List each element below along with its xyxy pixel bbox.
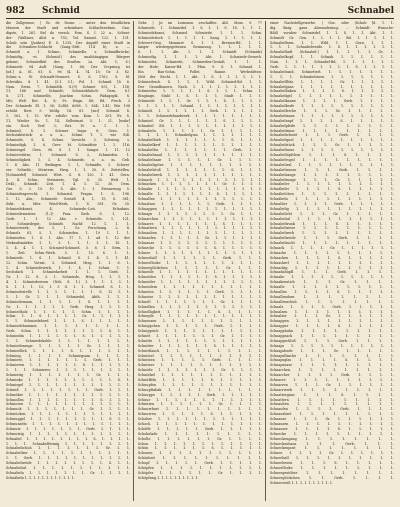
text-line: Gerb. Schm. 1. 1. 1. 1. 1. 1. 1. 1. S. 1. 1. bbox=[6, 329, 130, 334]
text-line: Schmuck 1. 1. 1. 1. 1. 1. 1. Gr. 1. 1. 1. 1. bbox=[6, 407, 130, 412]
text-line: S. 271. Schmiedle, Joachim Schm. Pädagogik. S. bbox=[6, 94, 130, 99]
text-line: Schnabelhaft (Schnabel.) 1. 1. 1. 1. 1. Gr. 1. bbox=[270, 50, 394, 55]
text-line: Schnabelzucht 1. 1. 1. 1. 1. 1. 1. 1. 1. bbox=[270, 241, 394, 246]
text-line: Schnabelzunge 1. 1. 1. Gr. 1. 1. 1. 1. 1. bbox=[270, 177, 394, 182]
text-line: Schmieren 1. 1. 1. 1. 1. 1. S. 1. 1. 1. 1. 1. bbox=[6, 363, 130, 368]
text-line: Schmidt Gr. Gen. 1. 1. 1. 1. Bd. 1. 1. 1. 1. 1. bbox=[270, 35, 394, 40]
text-line: Schnarchen 1. 1. 1. 1. 1. 1. 1. 1. 1. 1. 1. 1. bbox=[138, 216, 262, 221]
text-line: Schnauze 1. 1. 1. 1. 1. 1. 1. 1. 1. 1. 1. 1. bbox=[138, 241, 262, 246]
text-line: Schnauben 1. 1. 1. 1. 1. 1. 1. 1. 1. bbox=[270, 402, 394, 407]
text-line: Schmied. Gr. 1. 1. 1. 1. 1. 1. S. 1. 1. 1. 1. bbox=[138, 118, 262, 123]
text-line: Schnabelicht 1. 1. 1. Gr. 1. 1. 1. 1. 1. bbox=[270, 211, 394, 216]
text-line: Schnaufen 1. 1. 1. 1. 1. Gr. 1. 1. 1. 1. 1. 1. bbox=[138, 236, 262, 241]
text-line: Scholle 1. 1. 1. 1. 1. 1. Gr. 1. 1. 1. 1. bbox=[138, 436, 262, 441]
text-line: Schmiedemann, 1. 1. 1. 1. 1. S. 1. 1. 1. 1. bbox=[6, 299, 130, 304]
text-line: Schokolade 1. 1. 1. 1. 1. 1. 1. 1. 1. 1. bbox=[138, 431, 262, 436]
text-line: Schnappen 1. 1. 1. 1. 1. 1. 1. 1. 1. 1. bbox=[270, 319, 394, 324]
text-line: Schneide 1. 1. 1. 1. 1. 1. 1. 1. 1. 1. 1. 1. bbox=[138, 270, 262, 275]
text-line: die Zollgrenze, | Gr. de Nome .. unter den feindlichen bbox=[6, 21, 130, 25]
text-line: Schnacken 1. 1. 1. 1. S. 1. 1. 1. 1. 1. bbox=[270, 255, 394, 260]
text-line: 1. 4. 4. 1. 1. Schmied-Schmied. 5. 8. 1. Gern. 1. bbox=[6, 245, 130, 250]
text-line: Schmidt. 1. 1. 1. 1. 1. 1. Gerb. 1. 1. 1. 1. 1. bbox=[138, 109, 262, 114]
text-line: 1. 1. Gr. 1. 1. 1. Schmiedel, Abth. 1. 1. 1. bbox=[6, 294, 130, 299]
text-line: Schneiden 1. 1. 1. 1. 1. 1. S. 1. 1. 1. 1. 1. bbox=[138, 275, 262, 280]
text-line: 11, Wieder Ss. 1. 14, Selbstmat. 5. 1. 21, [wahr] bbox=[6, 118, 130, 123]
text-line: Schnack 1. 1. 1. 1. 1. 1. 1. 1. 1. 1. 1. 1. 1. bbox=[138, 177, 262, 182]
text-line: Schnupfen 1. 1. 1. 1. 1. 1. 1. 1. 1. 1. 1. bbox=[138, 382, 262, 387]
text-line: Schneeflocke 1. 1. 1. 1. 1. 1. 1. 1. 1. bbox=[270, 466, 394, 471]
text-line: Schmiergel. Gern. 96. S. 1. 1. Sangst. 1. 11. 12 bbox=[6, 148, 130, 153]
text-line: Schnabler 1. 1. 1. 1. Gerb. 1. 1. 1. 1. 1. bbox=[270, 201, 394, 206]
text-line: Schneegestöber 1. 1. 1. 1. 1. 1. 1. 1. bbox=[270, 470, 394, 475]
text-line: Schnäbeln 1. 1. 1. 1. 1. 1. 1. 1. 1. 1. bbox=[270, 197, 394, 202]
text-line: Schnauzer 1. 1. 1. 1. S. 1. 1. 1. 1. 1. bbox=[270, 426, 394, 431]
text-line: Schnabeln 1. 1. 1. 1. 1. 1. 1. Gr. 1. 1. 1. 1. bbox=[6, 470, 130, 475]
text-line: Schmiedemeister. (1,3) Fasz. Gerb. S. 1, 12. bbox=[6, 211, 130, 216]
text-line: Schnabelkerf 1. 1. 1. 1. 1. 1. 1. 1. 1. 1. 1. bbox=[138, 143, 262, 148]
text-line: 1. 4 Abs. 11 Bedingen. 1. 1, Schmidts. 3. Schwei- bbox=[6, 162, 130, 167]
text-line: Schmiede 1. 1. 1. Gr. 1. 1. 1. S. 1. 1. 1. 1. bbox=[138, 99, 262, 104]
text-line: Schnecke 1. 1. 1. 1. 1. 1. 1. 1. 1. 1. bbox=[270, 431, 394, 436]
text-line: erhöht Bert. 9. Wolfg. 18. 81. [zur] Schmid. S. bbox=[6, 109, 130, 114]
text-line: Schmollen 1. 1. 1. 1. 1. 1. 1. 1. S. 1. 1. 1. bbox=[6, 397, 130, 402]
text-line: Schnabeltrunk 1. 1. 1. S. 1. 1. 1. 1. 1. bbox=[270, 221, 394, 226]
text-line: die Schwaben-Schlacht (Sang.-Mitt. 114 b), u. — bbox=[6, 45, 130, 50]
text-line: 12. Schm. Vorrat, 3. Schmied, Hrsg. 1. 1. 6. 1. bbox=[6, 260, 130, 265]
text-line: Schnapsglas 1. 1. 1. 1. S. 1. 1. 1. 1. bbox=[270, 358, 394, 363]
text-line: Schnabeln. 1. 1. 1. 1. 1. Gr. 1. 1. 1. 1. 1. bbox=[138, 128, 262, 133]
text-line: Schnöde 1. 1. 1. 1. 1. 1. 1. Gr. 1. 1. 1. 1. bbox=[138, 368, 262, 373]
text-line: Schnittlauch 1. 1. 1. 1. 1. 1. 1. 1. 1. 1. bbox=[138, 348, 262, 353]
text-line: Schmiedekunst. 4. Schmiede.-Leit. Erlaubnis. bbox=[6, 206, 130, 211]
text-line: Schnake 1. 1. 1. 1. 1. 1. 1. 1. 1. 1. 1. bbox=[270, 275, 394, 280]
text-line: Ein Bau-Schm. Pollet. Ranne. Werkstätten: bbox=[138, 69, 262, 74]
text-line: Schonen 1. 1. 1. 1. 1. 1. 1. 1. 1. 1. 1. bbox=[138, 451, 262, 456]
text-line: Schmi.-s. W. Schmidt-Neunert. S. 8. 176); S. 81 bbox=[6, 74, 130, 79]
text-line: Schnalz 1. 1. 1. 1. Gerb. 1. 1. 1. 1. 1. bbox=[270, 304, 394, 309]
text-line: Schnitte 1. 1. 1. 1. 1. 1. 1. 1. 1. 1. 1. 1. bbox=[138, 338, 262, 343]
text-line: Dekl.; Schmidt. Zeit. 1. 4. 1. 12. 30. Dem. bbox=[6, 182, 130, 187]
header-rule bbox=[6, 18, 394, 19]
text-line: Schwert-Orig. Mommer S. 1. 1. Bremen-Bd. 1. 1. bbox=[138, 40, 262, 45]
text-line: Gebr. | Jn im Leinenen erschaffen Ald. Mom. 9. 77 bbox=[138, 21, 262, 25]
text-line: Sekt. u. Mitz. Wind-Werk, 1. S. 381. Gr. 30. bbox=[6, 201, 130, 206]
text-line: Schnack 1. 1. 1. 1. Gr. 1. 1. 1. 1. 1. 1. bbox=[270, 245, 394, 250]
text-line: gebaut; Schmiedhüt des Straßen 2a. Abt. 1; S.( bbox=[6, 60, 130, 65]
text-line: Schnecke 1. 1. 1. 1. 1. 1. S. 1. 1. 1. 1. 1. bbox=[138, 245, 262, 250]
text-line: Schnurrbart 1. 1. 1. 1. 1. 1. 1. 1. 1. 1. bbox=[138, 407, 262, 412]
text-line: Schöpfung 1. 1. 1. 1. 1. 1. 1. 1. 1. 1. bbox=[138, 475, 199, 480]
text-line: Schnabelgans 1. 1. 1. 1. 1. 1. 1. 1. 1. 1. bbox=[270, 84, 394, 89]
text-line: Schnallenschuh 1. 1. 1. 1. 1. 1. 1. 1. bbox=[270, 299, 394, 304]
text-line: Schnabelschnitt 1. 1. 1. Gerb. 1. 1. 1. 1. bbox=[270, 133, 394, 138]
text-line: Schnabeligel 1. 1. 1. 1. 1. 1. 1. 1. 1. 1. bbox=[270, 94, 394, 99]
text-line: Schopf 1. 1. 1. 1. 1. Gerb. 1. 1. 1. 1. 1. bbox=[138, 461, 262, 466]
text-line: Gerb. 1. 1. 1. 1. 1. 1. 1. 1. S. 1. 1. 1. 1. bbox=[270, 65, 394, 70]
column-2 bbox=[138, 21, 266, 501]
text-line: Schnabelrinne 1. 1. 1. 1. 1. 1. 1. 1. 1. bbox=[270, 128, 394, 133]
text-line: Schmöker 1. 1. 1. 1. 1. 1. 1. 1. 1. 1. 1. 1. bbox=[6, 392, 130, 397]
page-number: 982 bbox=[6, 6, 25, 16]
text-line: Schnaufen 1. 1. 1. 1. Gerb. 1. 1. 1. 1. bbox=[270, 407, 394, 412]
text-line: Schnäbeln 1. 1. 1. 1. 1. 1. 1. 1. 1. 1. 1. 1. bbox=[6, 475, 75, 480]
text-line: Schnabelrand. Schmetterl. 1. 1. 1. 1. 1. 1. 1. bbox=[270, 69, 394, 74]
text-line: Schneeflocke 1. 1. 1. 1. 1. 1. 1. 1. 1. 1. 1. bbox=[138, 260, 262, 265]
text-line: Schnake 1. 1. 1. 1. 1. 1. 1. 1. 1. 1. 1. 1. 1. bbox=[138, 187, 262, 192]
text-line: Schmiedin 1. 1. 1. 1. 1. 1. S. 1. 1. 1. 1. 1. bbox=[6, 334, 130, 338]
text-line: Schnabelmaus 1. 1. 1. 1. 1. 1. 1. 1. 1. 1. bbox=[270, 113, 394, 118]
text-line: Schnabelweide 1. 1. 1. 1. 1. 1. 1. 1. S. 1. 1. bbox=[6, 461, 130, 466]
text-line: Schmuggel 1. 1. 1. 1. 1. 1. 1. 1. 1. S. 1. 1. bbox=[6, 417, 130, 422]
text-line: Schnabelkanne 1. 1. 1. 1. Gerb. 1. 1. 1. 1. bbox=[270, 99, 394, 104]
text-line: Schnabelhaken 1. 1. 1. 1. S. 1. 1. 1. 1. 1. bbox=[270, 89, 394, 94]
text-line: [od.] A. 81. 61; S. 96 (4. 4. 74, 15; Gr. 3. 82. bbox=[6, 69, 130, 74]
text-line: Schnabelvogel 1. 1. 1. 1. 1. 1. 1. 1. 1. bbox=[270, 157, 394, 162]
text-line: Schmücken 1. 1. 1. 1. 1. 1. 1. 1. 1. 1. 1. 1. bbox=[6, 412, 130, 417]
text-line: Schnabel Ed. 1. 1. 1. 1. 1. 1. 1. 1. 1. 1. 1. bbox=[138, 123, 262, 128]
text-line: 1. Zeit. Schm.-Werk. 5. 1. 15. S. 1. 1. bbox=[6, 250, 130, 255]
text-line: langer wiedergegebenen Gesinnung. 1. 1. 1. 1. 1. bbox=[138, 45, 262, 50]
text-line: Schnabelspitze 1. 1. 1. 1. 1. 1. 1. 1. 1. 1. bbox=[138, 162, 262, 167]
text-line: Schnallendorn 1. 1. 1. 1. 1. 1. 1. 1. bbox=[270, 294, 394, 299]
text-line: Schneeglöckchen 1. 1. Gerb. 1. 1. 1. 1. bbox=[270, 475, 394, 480]
text-line: Schnee 1. 1. 1. 1. 1. 1. 1. 1. 1. 1. 1. 1. 1. bbox=[138, 250, 262, 255]
text-line: Schneeweiß 1. 1. 1. 1. 1. 1. 1. 1. 1. 1. bbox=[270, 480, 334, 485]
text-line: Sechstaktstück- u. u. a., Schmi. T. 1. wie Eiß. bbox=[6, 133, 130, 138]
text-line: Schmiedlich 1. 1. 1. 1. S. 1. 1. 1. 1. 1. 1. bbox=[6, 348, 130, 353]
text-line: Schmiede. 1. S. 1. Schmid. S. 1. 4. 1. 1. 41. bbox=[6, 255, 130, 260]
text-line: 4. 1. Schmiedeeisen (Ndr. S. 1.) 1. 1. 1. 1. 3. 1. bbox=[6, 280, 130, 285]
text-line: Schnakenstich 1. 1. 1. Gr. 1. 1. 1. 1. bbox=[270, 280, 394, 285]
text-line: Schnabelzange 1. 1. 1. 1. 1. 1. 1. 1. 1. bbox=[270, 172, 394, 177]
header-right-catchword: Schnabel bbox=[347, 6, 394, 16]
text-line: Schmiede, S. 4. Schmi. Vorsicht. 3. Schwing. s. bbox=[6, 138, 130, 143]
text-line: Schon 1. 1. 1. 1. 1. 1. 1. 1. 1. 1. 1. 1. bbox=[138, 441, 262, 446]
text-line: Schnarcher 1. 1. 1. 1. Gerb. 1. 1. 1. 1. bbox=[270, 373, 394, 378]
text-line: Schnabeltöpfchen 1. 1. 1. S. 1. 1. 1. 1. bbox=[270, 153, 394, 158]
text-line: der- (Wallmer, Altd. n. 755; Tol. Samml. 122. 1. 131. bbox=[6, 35, 130, 40]
text-line: Schnippisch 1. 1. 1. 1. 1. 1. 1. 1. 1. 1. 1. bbox=[138, 329, 262, 334]
text-line: Schnauzbart 1. 1. 1. 1. 1. 1. 1. 1. 1. bbox=[270, 412, 394, 417]
text-line: Gr. 1. 12. S. 3. 1. Schmiede, Hrsg. 1. 1, 1. 1. bbox=[6, 275, 130, 280]
text-line: [Schmiedel] Schmied. Wört. G. 8. 120. 1. 41. Gern. bbox=[6, 172, 130, 177]
text-line: Schnaps 1. 1. 1. 1. 1. 1. 1. 1. 1. 1. 1. bbox=[270, 343, 394, 348]
text-line: Schönheit 1. 1. 1. 1. 1. 1. 1. 1. 1. 1. bbox=[138, 456, 262, 461]
text-line: 1. 162, 1. 13. Wie erhöht vom Kom. 1. 301; Er. S. bbox=[6, 113, 130, 118]
text-line: Schnell 1. 1. 1. 1. 1. 1. 1. Gr. 1. 1. 1. 1. bbox=[138, 299, 262, 304]
text-line: Schnalle 1. 1. 1. 1. 1. 1. 1. S. 1. 1. 1. 1. 1. bbox=[138, 192, 262, 197]
text-line: Schnäbeler 1. 1. 1. 1. 1. 1. 1. 1. 1. 1. bbox=[270, 182, 394, 187]
text-line: Schnabeltasse 1. 1. 1. 1. 1. 1. 1. 1. 1. 1. bbox=[270, 148, 394, 153]
text-line: Nam. Gerni. 7. Schmidtk. G.(9) Schmer 83), 1. 158; bbox=[6, 84, 130, 89]
text-line: Schöpfer 1. 1. 1. 1. 1. 1. Gr. 1. 1. 1. 1. bbox=[138, 470, 262, 475]
text-line: Schnapsbude 1. 1. 1. Gr. 1. 1. 1. 1. 1. bbox=[270, 348, 394, 353]
text-line: 1. 1. 1. Schnabelweide. 1. S. 1. 1. 1. 1. 1. 1. bbox=[270, 45, 394, 50]
text-line: Schnäbelei 1. 1. 1. 1. S. 1. 1. 1. 1. 1. bbox=[270, 187, 394, 192]
text-line: Schminke 1. 1. 1. 1. 1. 1. 1. 1. 1. 1. S. 1. bbox=[6, 378, 130, 383]
text-line: Schnitzen 1. 1. 1. 1. 1. Gerb. 1. 1. 1. 1. bbox=[138, 358, 262, 363]
text-line: Schnabelstück 1. 1. 1. Gr. 1. 1. 1. 1. 1. bbox=[270, 143, 394, 148]
text-line: Schmiedestelle 1. 1. 1. 1. 1. 1. 1. S. 12 1. 1. bbox=[6, 289, 130, 294]
text-line: Schnabelweide 1. 1. 1. Gerb. 1. 1. 1. 1. bbox=[270, 236, 394, 241]
text-line: Schmieg, 1. 1. 1. 1. Schmiegsam 1. 1. 1. 1. bbox=[6, 353, 130, 358]
text-line: Schnacke 1. 1. 1. 1. 1. 1. 1. 1. 1. 1. bbox=[270, 250, 394, 255]
text-line: Schm. 1. 1. S. 1. 1. 1. 1. Gr. 1. 1. 1. 1. 1. bbox=[6, 314, 130, 319]
text-line: Eingänge, Stuhl 1, S. 1. 1. 1. Stadt 1. 1. 1. bbox=[138, 94, 262, 99]
text-line: S. 1. 1. Abt. 1. 1. 1. Schmidt (Schmidz) bbox=[138, 50, 262, 55]
text-line: Schnarre 1. 1. 1. 1. 1. 1. 1. 1. 1. 1. bbox=[270, 378, 394, 383]
text-line: Schmelz 81, 5, 1. Schmieden. 1. 19 1. 1. 1. bbox=[6, 231, 130, 236]
text-line: Bild) voruber Schmiedel, 1. 1. S. 1. 1. Abt. 1. 1. bbox=[270, 30, 394, 35]
text-line: Schnabelkerfe 1. 1. 1. 1. 1. 1. 1. 1. 1. 1. bbox=[270, 104, 394, 109]
text-line: Nom. 1. 1. 1. Schnabel-Bd. 1. 1. 1. 1. 1. 1. bbox=[270, 60, 394, 65]
text-line: Schnepfe 1. 1. 1. 1. 1. 1. 1. 1. 1. 1. 1. 1. bbox=[138, 314, 262, 319]
text-line: Schmoren 1. 1. 1. 1. 1. 1. 1. 1. 1. 1. 1. 1. bbox=[6, 402, 130, 407]
text-line: Schmierstütze, 1. Schmied. S. 2, Schmieden. 1. bbox=[6, 153, 130, 158]
text-line: Schnallen 1. 1. 1. 1. S. 1. 1. 1. 1. 1. bbox=[270, 289, 394, 294]
text-line: Schwäbis. 8. 1. 41. (5.1. 5.1; Pol. 1. Schmid. [8. 6. bbox=[6, 79, 130, 84]
text-line: Schnarren 1. 1. 1. Gr. 1. 1. 1. 1. 1. 1. bbox=[270, 382, 394, 387]
text-line: 1. 12 Abs.; Schmiede Gestalt 4; 1. 15, S. 361; bbox=[6, 197, 130, 202]
text-line: 1. 4. Schmiedewerk, 1. 1. 4. 1. Schmi. 1. 1. bbox=[6, 265, 130, 270]
text-line: Schnellen 1. 1. 1. 1. 1. 1. 1. 1. 1. 1. 1. 1. bbox=[138, 304, 262, 309]
text-line: Schnauzen 1. 1. 1. 1. 1. 1. 1. 1. 1. 1. bbox=[270, 422, 394, 427]
text-line: Schmiedigk. 1. 8, Gerv. M. Schmidtstr 1. 1. 116; bbox=[6, 143, 130, 148]
text-line: Schnitt 1. 1. 1. 1. 1. 1. 1. Gr. 1. 1. 1. 1. bbox=[138, 334, 262, 338]
text-line: Schneien 1. 1. 1. 1. 1. 1. Gerb. 1. 1. 1. 1. bbox=[138, 289, 262, 294]
text-line: Schmiedezange 1. 1. 1. 1. 1. Gr. 1. 1. 1. 1. bbox=[6, 343, 130, 348]
column-3 bbox=[270, 21, 394, 501]
text-line: Schnelligkeit 1. 1. 1. 1. 1. S. 1. 1. 1. 1. bbox=[138, 309, 262, 314]
text-line: Der Grundbauern. Nach. 1. 1. 1. 1. 1. 1. 1. 1. 1. bbox=[138, 84, 262, 89]
text-line: Schmiedehammer, 1. 1. 1. 1. 1. 1. 1. 1. 1. bbox=[6, 324, 130, 329]
text-columns bbox=[6, 21, 394, 501]
text-line: zer. Schwäb.; Meistern, Hrsg. 1. 1. 30. 8. Zeitstellen. bbox=[6, 167, 130, 172]
text-line: Schön 1. 1. 1. 1. 1. 1. S. 1. 1. 1. 1. 1. bbox=[138, 446, 262, 451]
text-line: Schnappschloß 1. 1. 1. Gerb. 1. 1. 1. 1. bbox=[270, 338, 394, 343]
text-line: Schub sein (Junkes) E. S. 1235, Der Angriff einer Stadt in bbox=[6, 40, 130, 45]
text-line: ein. Noch Verf. 3; Ret. 10 u. 1. 1. 1. bbox=[6, 123, 130, 128]
text-line: dig. Barg. ganz Abwanderung: ... Schmidt- Wunsche- bbox=[270, 25, 394, 30]
text-line: Schmiedholz 1. 1. 1. 1. 1. Schm. 1. 1. 1. 1. bbox=[6, 309, 130, 314]
text-line: Schnüren 1. 1. 1. 1. 1. 1. Gr. 1. 1. 1. 1. bbox=[138, 402, 262, 407]
text-line: 1. 1. Schmiedekohle 1. 1. 1. 1. 1. 1. 1. 1. bbox=[6, 338, 130, 343]
text-line: Schnupftabak 1. 1. 1. 1. 1. 1. 1. 1. 1. 1. bbox=[138, 387, 262, 392]
text-line: Schmiedetisch 1. 1. 1. 1. 1. Sang. 1. 1. 1. 1. 1. bbox=[138, 35, 262, 40]
text-line: Schnattergans 1. 1. 1. S. 1. 1. 1. 1. bbox=[270, 392, 394, 397]
text-line: Schneebesen 1. 1. 1. S. 1. 1. 1. 1. 1. bbox=[270, 461, 394, 466]
text-line: Schnitter 1. 1. 1. 1. 1. 1. S. 1. 1. 1. 1. 1. bbox=[138, 343, 262, 348]
text-line: Schöpfen 1. 1. 1. 1. 1. 1. 1. 1. 1. 1. 1. bbox=[138, 466, 262, 471]
text-line: Mit; Welt Ret. 4. 8; Fr. Wagn. 48; Ed. Frech. 3 bbox=[6, 99, 130, 104]
text-line: Schmieden. 1. S. 1 Abs. 17 1. 1. ad 1. 12 der bbox=[6, 236, 130, 241]
text-line: Schnabellos 1. 1. 1. 1. 1. 1. 1. Gerb. 1. 1. bbox=[138, 148, 262, 153]
text-line: Schöffe 1. 1. 1. 1. 1. Gerb. 1. 1. 1. 1. 1. bbox=[138, 426, 262, 431]
text-line: 1. 1. 1. Schmierer, 1. 1. 1. 1. 1. 1. 1. 1. 1. bbox=[6, 368, 130, 373]
text-line: Schnabelhieb 1. 1. 1. 1. 1. 1. 1. S. 1. 1. 1. bbox=[138, 138, 262, 143]
text-line: Schnabelweise 1. 1. 1. 1. 1. 1. 1. 1. 1. bbox=[270, 226, 394, 231]
text-line: Schmiede. 1. Schmiedel. 1. S. 1. 1. S. 18. 1. 1. 1. bbox=[138, 25, 262, 30]
text-line: Schnackerl 1. 1. 1. 1. 1. 1. 1. 1. 1. 1. bbox=[270, 260, 394, 265]
text-line: Schnattern 1. 1. 1. 1. 1. 1. 1. 1. 1. bbox=[270, 397, 394, 402]
header-left-catchword: Schmid bbox=[42, 6, 80, 16]
text-line: Schmiß 1. 1. 1. 1. 1. 1. 1. 1. Gerb. 1. 1. 1. bbox=[6, 387, 130, 392]
text-line: Schnalzer 1. 1. 1. Gr. 1. 1. 1. 1. 1. 1. bbox=[270, 314, 394, 319]
text-line: Schnapsnase 1. 1. 1. 1. 1. 1. 1. 1. 1. bbox=[270, 363, 394, 368]
text-line: Schneeball 1. 1. 1. 1. 1. 1. 1. 1. 1. 1. bbox=[270, 456, 394, 461]
text-line: Schnuppe 1. 1. 1. 1. 1. Gerb. 1. 1. 1. 1. 1. bbox=[138, 392, 262, 397]
text-line: Schnabelschuh 1. 1. 1. 1. 1. 1. 1. Gr. 1. 1. bbox=[6, 446, 130, 451]
text-line: Schnalzen 1. 1. 1. 1. 1. 1. Gerb. 1. 1. 1. 1. bbox=[138, 201, 262, 206]
text-line: der Hufe; Kaiser-Bd. 1. Pfun. 9. S. 1. Schmid. 1. bbox=[138, 65, 262, 70]
text-line: Schnabelwerk 1. 1. 1. 1. 1. 1. 1. 1. 1. 1. 1. bbox=[138, 172, 262, 177]
text-line: Schnattern 1. 1. 1. 1. 1. 1. 1. 1. 1. 1. 1. 1. bbox=[138, 226, 262, 231]
text-line: Schneckenpost 1. 1. 1. 1. 1. 1. 1. 1. bbox=[270, 446, 394, 451]
text-line: Schnörkel 1. 1. 1. 1. 1. 1. 1. 1. 1. 1. 1. bbox=[138, 373, 262, 378]
text-line: 1. 1. 1. Schnabelförmig 1. 1. 1. 1. 1. 1. 1. 1. bbox=[6, 441, 130, 446]
text-line: Schnabelnd. 1. 1. 1. 1. 1. 1. 1. 1. 1. 1. 1. bbox=[6, 466, 130, 471]
text-line: Schnurren 1. 1. 1. 1. 1. S. 1. 1. 1. 1. 1. bbox=[138, 412, 262, 417]
text-line: Schnitzer 1. 1. 1. 1. 1. 1. 1. 1. 1. 1. 1. bbox=[138, 363, 262, 368]
text-line: Schmiede 94 Aufl. (Sang. 1. 86; Der Ursprung ist bbox=[6, 65, 130, 70]
text-line: Schmiedig. 1. 1. 1. 1. Abt. 1. Schmiede-Gewerb. bbox=[138, 55, 262, 60]
text-line: Schmutz 1. 1. 1. 1. 1. 1. 1. Gerb. 1. 1. 1. 1. bbox=[6, 426, 130, 431]
text-line: S. 1. 1. 1. 13, 1. 3 G. 1. 1. Schmied. S. 1. 1. bbox=[6, 285, 130, 290]
text-line: Schneidern 1. 1. 1. 1. 1. 1. 1. 1. 1. 1. 1. bbox=[138, 285, 262, 290]
text-line: 1. Schmiedegut. Schmidt. Nachf. 12 1. 1. 1. bbox=[6, 221, 130, 226]
text-line: digste, 1. 261. Rel do versch. Pom. S. I. 22 u., Schnei- bbox=[6, 30, 130, 35]
text-line: Verkaufsmärkte 1. 1; 3. 1, 1. 1. 1. 1. 10. 1. bbox=[6, 241, 130, 246]
text-line: Schmiedesch. S. 1. 1. 1. Wild. Schmied-Bd. 1. 1. bbox=[138, 79, 262, 84]
text-line: Schneckengang 1. 1. 1. 1. 1. 1. 1. 1. bbox=[270, 436, 394, 441]
column-1 bbox=[6, 21, 134, 501]
text-line: Schnapsflasche 1. 1. 1. 1. 1. 1. 1. 1. bbox=[270, 353, 394, 358]
text-line: Schneuzen 1. 1. 1. 1. 1. 1. 1. 1. 1. 1. 1. bbox=[138, 319, 262, 324]
text-line: Schnabeltier 1. 1. 1. 1. 1. 1. 1. 1. 1. 1. 1. bbox=[6, 451, 130, 456]
text-line: Schnarchen 1. 1. 1. 1. 1. 1. 1. 1. 1. bbox=[270, 368, 394, 373]
text-line: Schneckenhaus 1. 1. 1. Gerb. 1. 1. 1. bbox=[270, 441, 394, 446]
text-line: Schmidtg., -ei. (Schmid.) des unabhängigen Bürgers bbox=[6, 55, 130, 60]
text-line: 1. 1. 1. 1. Schnabelgras 1. 1. 1. 1. 1. 1. 1. bbox=[138, 133, 262, 138]
text-line: Schnabelnd 1. 1. 1. 1. 1. 1. 1. 1. 1. 1. bbox=[270, 216, 394, 221]
text-line: 1. 1. Schmiedehandwerk 1. 1. 1. 1. 1. 1. 1. 1. bbox=[138, 113, 262, 118]
text-line: Schneeglöckchen 1. 1. 1. 1. 1. Gr. 1. 1. 1. bbox=[138, 265, 262, 270]
text-line: 1. 1. 1. 1. 1. Schmid. 1. 1. 1. 1. 1. 1. 1. 1. bbox=[138, 104, 262, 109]
text-line: Schnacken 1. 1. 1. 1. 1. 1. 1. Gr. 1. 1. 1. 1. bbox=[138, 182, 262, 187]
text-line: Schnappen 1. 1. 1. 1. 1. 1. 1. 1. 1. 1. 1. 1. bbox=[138, 206, 262, 211]
page-header bbox=[6, 4, 394, 18]
text-line: Schnauben 1. 1. 1. 1. 1. 1. 1. 1. 1. 1. 1. 1. bbox=[138, 231, 262, 236]
text-line: Schnabelform. 1. 1. Wild. 1. 1. Gern. 1. 1. 1. bbox=[270, 40, 394, 45]
text-line: S. 4. Schm.; Steinmetz, Vgl. S. 35. Welt. 1. bbox=[6, 177, 130, 182]
text-line: (Mit der Recht. 1. 1. Abt. 1. S. 1. 1. 1. 1. 1. 1. bbox=[138, 74, 262, 79]
text-line: 11. 166 und Schmidt; Schmeckfalsch: Gern. 8.1 bbox=[6, 89, 130, 94]
text-line: Schnabelnase 1. 1. 1. 1. 1. Gr. 1. 1. 1. 1. bbox=[138, 157, 262, 162]
text-line: Schnabelmaul 1. 1. 1. 1. 1. 1. 1. 1. 1. 1. 1. bbox=[138, 153, 262, 158]
text-line: Schmied, S. 1. Schmer Inspr. 8; Gern. 1. bbox=[6, 128, 130, 133]
text-line: Schmierwerk; des 1, 1. Gr. Forschung. 2, 4. bbox=[6, 226, 130, 231]
text-line: Schnabel 1. 1. 1. 1. 1. 1. 1. 1. S. 1. 1. 1. 1. bbox=[6, 436, 130, 441]
text-line: Schmirgel 1. 1. 1. 1. 1. 1. 1. 1. 1. 1. 1. 1. bbox=[6, 382, 130, 387]
text-line: Schnaps 1. 1. 1. 1. 1. 1. 1. 1. Gr. 1. 1. 1. bbox=[138, 211, 262, 216]
text-line: Schnallen 1. 1. 1. 1. 1. 1. 1. 1. 1. 1. 1. 1. bbox=[138, 197, 262, 202]
text-line: Schnalle 1. 1. 1. 1. 1. 1. 1. 1. 1. 1. bbox=[270, 285, 394, 290]
text-line: Schnur 1. 1. 1. 1. 1. 1. 1. 1. 1. 1. 1. 1. bbox=[138, 397, 262, 402]
text-line: Gr. 1. 1. 1. 1. 1. 1. Gerb. Hrsg. 1. 1. 1. 1. bbox=[6, 304, 130, 309]
text-line: 1. 1. Gerb. 1. 1. 1. 1. 1. 1. 1. 1. 1. 1. 1. bbox=[6, 456, 130, 461]
text-line: 1. 1. Schmiedeherd 1. 1. 1. S. 1. 1. 1. 1. 1. bbox=[6, 319, 130, 324]
text-line: Schnabelig 1. 1. 1. 1. 1. 1. 1. 1. 1. 1. bbox=[270, 206, 394, 211]
text-line: Schnarrwerk 1. 1. 1. 1. 1. 1. 1. 1. 1. bbox=[270, 387, 394, 392]
text-line: Schneider 1. 1. 1. 1. 1. 1. 1. 1. 1. 1. 1. 1. bbox=[138, 280, 262, 285]
text-line: Mauern der Stadt und scheinbare Schlachtenlinie, Gna- bbox=[6, 25, 130, 30]
text-line: Schmiedesgerecht, 1. Schmied. Fragm. 1. S. 198. bbox=[6, 192, 130, 197]
text-line: Schmidt a. 1. Schme.; Schmiedle, s. Schmidbrücke; bbox=[6, 50, 130, 55]
text-line: Schnabelnapf 1. 1. 1. 1. S. 1. 1. 1. 1. 1. bbox=[270, 118, 394, 123]
text-line: Schmierig 1. 1. 1. 1. 1. 1. 1. Gr. 1. 1. 1. bbox=[6, 373, 130, 378]
text-line: Schnackig 1. 1. 1. 1. 1. 1. 1. 1. 1. 1. bbox=[270, 265, 394, 270]
text-line: Schnalzen 1. 1. 1. 1. 1. 1. 1. 1. 1. 1. bbox=[270, 309, 394, 314]
text-line: Schnabelwal 1. 1. 1. 1. 1. 1. 1. 1. 1. 1. bbox=[270, 162, 394, 167]
text-line: Schnapper 1. 1. 1. 1. S. 1. 1. 1. 1. 1. bbox=[270, 324, 394, 329]
text-line: Schmiedekunst, Schmied. Schmiede. 1. 1. 1. Schm. bbox=[138, 30, 262, 35]
text-line: Schock 1. 1. 1. 1. 1. 1. 1. 1. 1. 1. 1. 1. bbox=[138, 422, 262, 427]
text-line: Schnitzel 1. 1. 1. 1. 1. 1. 1. 1. 1. 1. 1. bbox=[138, 353, 262, 358]
text-line: Schmiedes. 1. 1. 1. 1. 1. S. 1. 1. 1. Schm. 1. bbox=[138, 89, 262, 94]
text-line: Gro. S. 3. 10. 10. S. Abt. 1. 1. Erinnerung 5. bbox=[6, 187, 130, 192]
text-line: Schober 1. 1. 1. 1. 1. 1. 1. 1. 1. 1. 1. 1. bbox=[138, 417, 262, 422]
text-line: Schnarre 1. 1. 1. 1. 1. 1. 1. S. 1. 1. 1. 1. bbox=[138, 221, 262, 226]
text-line: Schneise 1. 1. 1. 1. 1. 1. 1. 1. 1. 1. 1. 1. bbox=[138, 294, 262, 299]
text-line: Schnabelspiel 1. 1. 1. 1. 1. 1. 1. 1. 1. 1. bbox=[270, 138, 394, 143]
text-line: Schmieder, Schmiede, Schmieden-Gestalt, 1. 1. 1. bbox=[138, 60, 262, 65]
text-line: Schnabelkopf. 1. 1. Schnab. 1. 1. 1. 1. 1. 1. bbox=[270, 55, 394, 60]
text-line: 1. 1. 1. Schnabeleisen 1. 1. 1. 1. 1. 1. 1. bbox=[270, 74, 394, 79]
text-line: Gerb. 1. 1. 12 Abs. v. Schmidts. 1, 121. bbox=[6, 216, 130, 221]
text-line: Schnabelwerk 1. 1. 1. 1. 1. 1. 1. 1. 1. bbox=[270, 231, 394, 236]
text-line: Schnee 1. 1. 1. 1. Gr. 1. 1. 1. 1. 1. 1. bbox=[270, 451, 394, 456]
text-line: Schnabelwanze 1. 1. 1. Gerb. 1. 1. 1. 1. bbox=[270, 167, 394, 172]
text-line: Schnüffeln 1. 1. 1. 1. 1. S. 1. 1. 1. 1. 1. bbox=[138, 378, 262, 383]
text-line: Schmiere, 1. 1. 1. 1. 1. 1. 1. Gerb. 1. 1. 1. bbox=[6, 358, 130, 363]
text-line: Schnippchen 1. 1. 1. 1. 1. Gerb. 1. 1. 1. 1. bbox=[138, 324, 262, 329]
text-line: Schnapphahn 1. 1. 1. 1. 1. 1. 1. 1. 1. bbox=[270, 329, 394, 334]
text-line: Schmiedigkeit. 1. 3. 4. Schmiede, u. a. m. Geb. bbox=[6, 157, 130, 162]
text-line: Schnappsack 1. 1. 1. 1. 1. 1. 1. 1. 1. bbox=[270, 334, 394, 338]
text-line: Schmunzeln 1. 1. 1. 1. 1. 1. 1. 1. 1. 1. 1. 1. bbox=[6, 422, 130, 427]
text-line: Sechsfach 1. Schmiedarbeit 1. 1. 1. Gerb. 1. bbox=[6, 270, 130, 275]
text-line: Der Schmiede El. 1. 36; Zollöl. 6088. 1. 564; 1.41; Wie 198 bbox=[6, 104, 130, 109]
text-line: Schneeball 1. 1. 1. 1. 1. 1. Gerb. 1. 1. 1. bbox=[138, 255, 262, 260]
text-line: Schnabelstoß 1. 1. 1. 1. 1. 1. 1. S. 1. 1. 1. bbox=[138, 167, 262, 172]
text-line: Schnauze 1. 1. 1. Gr. 1. 1. 1. 1. 1. 1. bbox=[270, 417, 394, 422]
text-line: Schnäbelchen 1. 1. 1. 1. 1. 1. 1. 1. 1. bbox=[270, 192, 394, 197]
text-line: Schnabelpfeife 1. 1. 1. 1. 1. 1. 1. 1. 1. bbox=[270, 123, 394, 128]
text-line: Schmutzig 1. 1. 1. 1. 1. 1. 1. 1. 1. 1. 1. 1. bbox=[6, 431, 130, 436]
text-line: Schnabellerche 1. 1. 1. Gr. 1. 1. 1. 1. 1. bbox=[270, 109, 394, 114]
text-line: Schnabelflöte. 1. 1. 1. 1. Gr. 1. 1. 1. 1. 1. bbox=[270, 79, 394, 84]
text-line: einer Nachstellgewerbe. | Gez. oder (Schub [d. 1. 1. bbox=[270, 21, 394, 25]
text-line: Schnadahüpfl 1. 1. 1. Gerb. 1. 1. 1. 1. bbox=[270, 270, 394, 275]
